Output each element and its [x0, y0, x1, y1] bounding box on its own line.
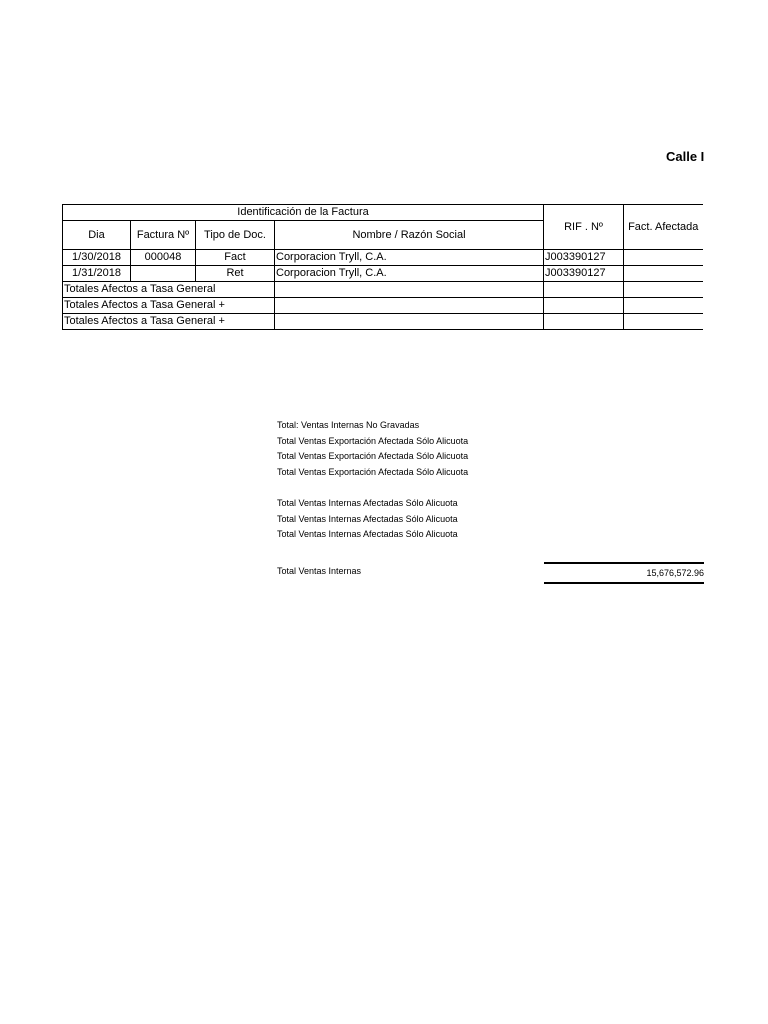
- totals-label: Totales Afectos a Tasa General: [63, 282, 275, 298]
- totals-cell: [275, 282, 544, 298]
- cell-dia: 1/31/2018: [63, 266, 131, 282]
- summary-line: Total Ventas Exportación Afectada Sólo Alicuota: [277, 466, 469, 477]
- cell-nombre: Corporacion Tryll, C.A.: [275, 266, 544, 282]
- col-header-dia: Dia: [63, 221, 131, 250]
- totals-cell: [624, 298, 703, 314]
- col-header-factura: Factura Nº: [131, 221, 196, 250]
- col-header-fact-afectada: Fact. Afectada: [624, 205, 703, 250]
- totals-label: Totales Afectos a Tasa General +: [63, 298, 275, 314]
- summary-line: Total Ventas Internas Afectadas Sólo Alicuota: [277, 529, 458, 539]
- cell-dia: 1/30/2018: [63, 250, 131, 266]
- table-row: [63, 266, 703, 282]
- cell-rif: J003390127: [544, 250, 624, 266]
- summary-section: [277, 418, 468, 543]
- total-label: Total Ventas Internas: [277, 566, 362, 576]
- col-header-rif: RIF . Nº: [544, 205, 624, 250]
- summary-line: Total Ventas Internas Afectadas Sólo Alicuota: [277, 498, 458, 508]
- summary-line: Total Ventas Exportación Afectada Sólo Alicuota: [277, 435, 469, 446]
- cell-fact-afectada: [624, 266, 703, 282]
- totals-cell: [275, 298, 544, 314]
- cell-tipo: Ret: [196, 266, 275, 282]
- totals-cell: [624, 314, 703, 330]
- totals-row: [63, 314, 703, 330]
- col-header-tipo: Tipo de Doc.: [196, 221, 275, 250]
- totals-row: [63, 298, 703, 314]
- cell-tipo: Fact: [196, 250, 275, 266]
- summary-spacer: [277, 480, 468, 496]
- totals-cell: [544, 282, 624, 298]
- cell-factura: [131, 266, 196, 282]
- totals-cell: [624, 282, 703, 298]
- totals-cell: [275, 314, 544, 330]
- group-header: Identificación de la Factura: [63, 205, 544, 221]
- totals-cell: [544, 298, 624, 314]
- cell-rif: J003390127: [544, 266, 624, 282]
- col-header-nombre: Nombre / Razón Social: [275, 221, 544, 250]
- cell-factura: 000048: [131, 250, 196, 266]
- cell-fact-afectada: [624, 250, 703, 266]
- totals-cell: [544, 314, 624, 330]
- totals-label: Totales Afectos a Tasa General +: [63, 314, 275, 330]
- table-row: [63, 250, 703, 266]
- cell-nombre: Corporacion Tryll, C.A.: [275, 250, 544, 266]
- summary-line: Total Ventas Exportación Afectada Sólo Alicuota: [277, 451, 469, 461]
- group-header-row: [63, 205, 703, 221]
- totals-row: [63, 282, 703, 298]
- invoice-table: [62, 204, 703, 330]
- page-heading: Calle I: [666, 149, 705, 164]
- total-value: 15,676,572.96: [544, 562, 704, 584]
- summary-line: Total: Ventas Internas No Gravadas: [277, 420, 420, 430]
- summary-line: Total Ventas Internas Afectadas Sólo Alicuota: [277, 513, 458, 524]
